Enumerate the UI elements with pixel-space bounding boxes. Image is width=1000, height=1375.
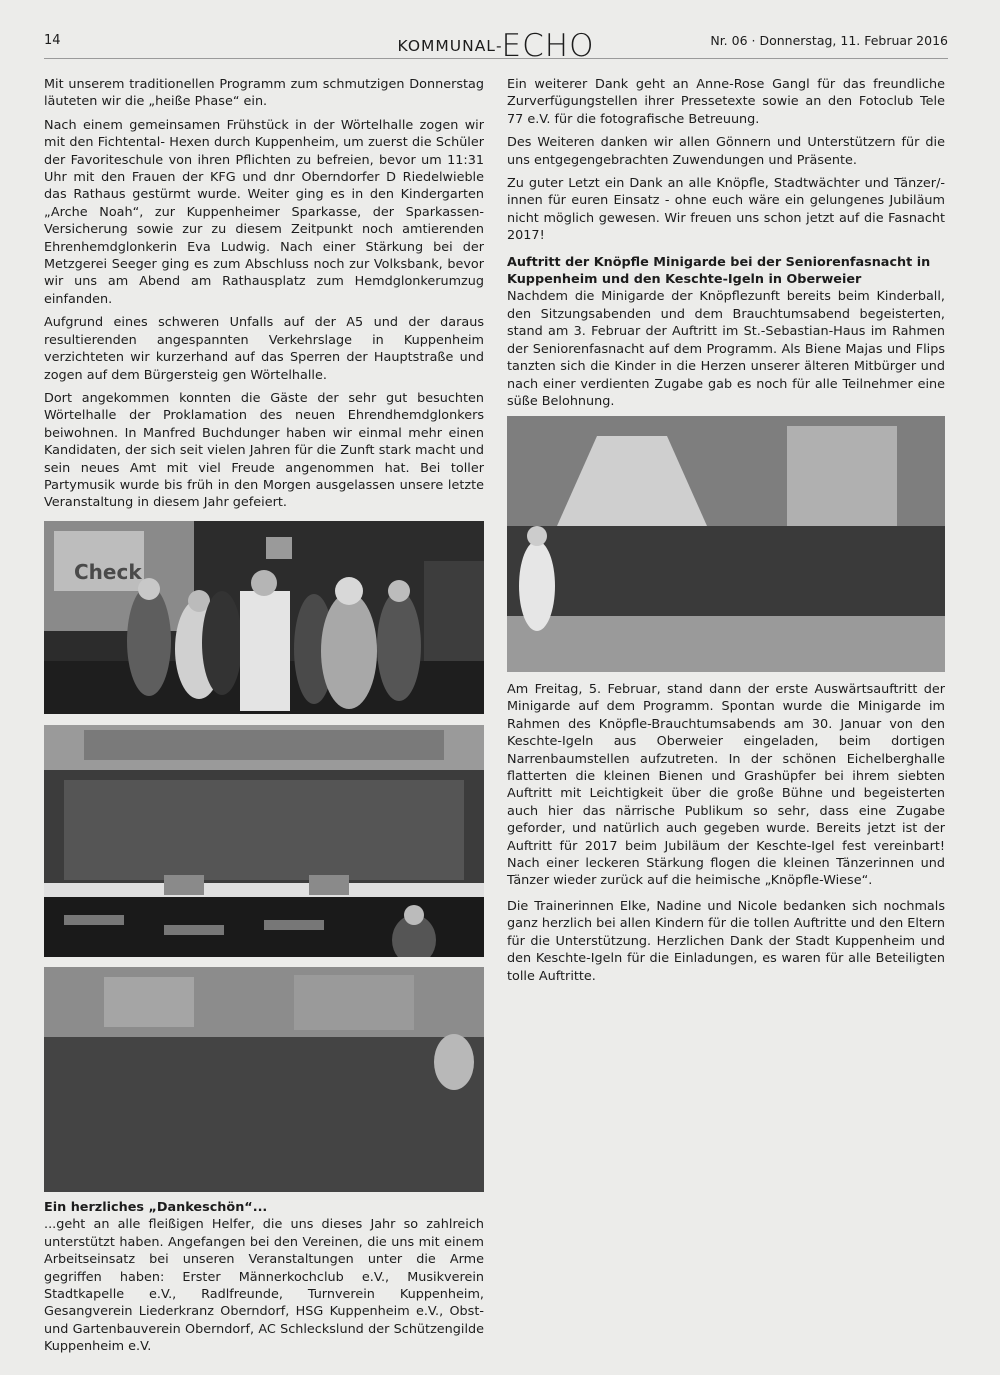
paragraph: Dort angekommen konnten die Gäste der sehr gut besuchten Wörtelhalle der Proklamation des neuen Ehrendhemdglonkers beiwohnen. In Manfred Buchdunger haben wir einmal mehr einen Kandidaten, der sich seit vielen Jahren für die Zunft stark macht und sein neues Amt mit viel Freude angenommen hat. Bei toller Partymusik wurde bis früh in den Morgen ausgelassen unsere letzte Veranstaltung in diesem Jahr gefeiert.	[44, 390, 484, 511]
masthead-kommunal: KOMMUNAL	[397, 37, 496, 55]
photo-stage-proclamation	[44, 521, 484, 714]
masthead-dash: -	[495, 37, 502, 55]
paragraph: Des Weiteren danken wir allen Gönnern und Unterstützern für die uns entgegengebrachten Zuwendungen und Präsente.	[507, 135, 945, 168]
photo-crowd	[44, 967, 484, 1192]
paragraph: Nach einem gemeinsamen Frühstück in der Wörtelhalle zogen wir mit den Fichtental- Hexen durch Kuppenheim, um zuerst die Schüler der Favoriteschule von ihren Pflichten zu befreien, bevor um 11:31 Uhr mit den Frauen der KFG und dnr Oberndorfer D Riedelwieble das Rathaus gestürmt wurde. Weiter ging es in den Kindergarten „Arche Noah“, zur Kuppenheimer Sparkasse, der Sparkassen-Versicherung sowie zur zu diesem Zeitpunkt noch amtierenden Ehrenhemdglonkerin Eva Ludwig. Nach einer Stärkung bei der Metzgerei Seeger ging es zum Abschluss noch zur Volksbank, bevor wir uns am Abend am Rathausplatz zum Hemdglonkerumzug einfanden.	[44, 117, 484, 307]
page-header	[44, 28, 948, 64]
right-article	[507, 76, 945, 410]
paragraph: Zu guter Letzt ein Dank an alle Knöpfle, Stadtwächter und Tänzer/-innen für euren Einsatz - ohne euch wäre ein gelungenes Jubiläum nicht möglich gewesen. Wir freuen uns schon jetzt auf die Fasnacht 2017!	[507, 176, 945, 244]
dankeschoen-text: ...geht an alle fleißigen Helfer, die uns dieses Jahr so zahlreich unterstützt haben. Angefangen bei den Vereinen, die uns mit einem Arbeitseinsatz bei unseren Veranstaltungen unter die Arme gegriffen haben: Erster Männerkochclub e.V., Musikverein Stadtkapelle e.V., Radlfreunde, Turnverein Kuppenheim, Gesangverein Liederkranz Oberndorf, HSG Kuppenheim e.V., Obst- und Gartenbauverein Oberndorf, AC Schleckslund der Schützengilde Kuppenheim e.V.	[44, 1217, 484, 1355]
photo-band-stage	[44, 725, 484, 957]
check-sign-text: Check	[74, 560, 142, 584]
masthead-echo: ECHO	[501, 28, 595, 64]
paragraph: Ein weiterer Dank geht an Anne-Rose Gangl für das freundliche Zurverfügungstellen ihrer Pressetexte sowie an den Fotoclub Tele 77 e.V. für die fotografische Betreuung.	[507, 77, 945, 127]
paragraph: Aufgrund eines schweren Unfalls auf der A5 und der daraus resultierenden angespannten Verkehrslage in Kuppenheim verzichteten wir kurzerhand auf das Sperren der Hauptstraße und zogen auf dem Bürgersteig gen Wörtelhalle.	[44, 315, 484, 383]
paragraph: Am Freitag, 5. Februar, stand dann der erste Auswärtsauftritt der Minigarde auf dem Programm. Spontan wurde die Minigarde im Rahmen des Knöpfle-Brauchtumsabends am 30. Januar von den Keschte-Igeln aus Oberweier eingeladen, beim dortigen Narrenbaumstellen aufzutreten. In der schönen Eichelberghalle flatterten die kleinen Bienen und Grashüpfer bei ihrem siebten Auftritt mit Leichtigkeit über die große Bühne und begeisterten auch hier das närrische Publikum so sehr, dass eine Zugabe geforder, und natürlich auch gegeben wurde. Bereits jetzt ist der Auftritt für 2017 beim Jubiläum der Keschte-Igel fest vereinbart! Nach einer leckeren Stärkung flogen die kleinen Tänzerinnen und Tänzer wieder zurück auf die heimische „Knöpfle-Wiese“.	[507, 682, 945, 889]
left-article	[44, 76, 484, 512]
photo-minigarde	[507, 416, 945, 672]
page-number: 14	[44, 33, 61, 48]
paragraph: Die Trainerinnen Elke, Nadine und Nicole bedanken sich nochmals ganz herzlich bei allen Kindern für die tollen Auftritte und den Eltern für die Unterstützung. Herzlichen Dank der Stadt Kuppenheim und den Keschte-Igeln für die Einladungen, es waren für alle Beteiligten tolle Auftritte.	[507, 898, 945, 984]
dankeschoen-heading: Ein herzliches „Dankeschön“...	[44, 1200, 268, 1215]
minigarde-heading: Auftritt der Knöpfle Minigarde bei der Seniorenfasnacht in Kuppenheim und den Keschte-Igeln in Oberweier	[507, 254, 931, 288]
right-article-continued	[507, 681, 945, 985]
dankeschoen-section	[44, 1199, 484, 1356]
paragraph: Mit unserem traditionellen Programm zum schmutzigen Donnerstag läuteten wir die „heiße Phase“ ein.	[44, 77, 484, 110]
minigarde-text: Nachdem die Minigarde der Knöpflezunft bereits beim Kinderball, den Sitzungsabenden und dem Brauchtumsabend begeisterten, stand am 3. Februar der Auftritt im St.-Sebastian-Haus im Rahmen der Seniorenfasnacht auf dem Programm. Als Biene Majas und Flips tanzten sich die Kinder in die Herzen unserer älteren Mitbürger und nach einer verdienten Zugabe gab es noch für alle Teilnehmer eine süße Belohnung.	[507, 289, 945, 409]
issue-date: Nr. 06 · Donnerstag, 11. Februar 2016	[710, 33, 948, 48]
